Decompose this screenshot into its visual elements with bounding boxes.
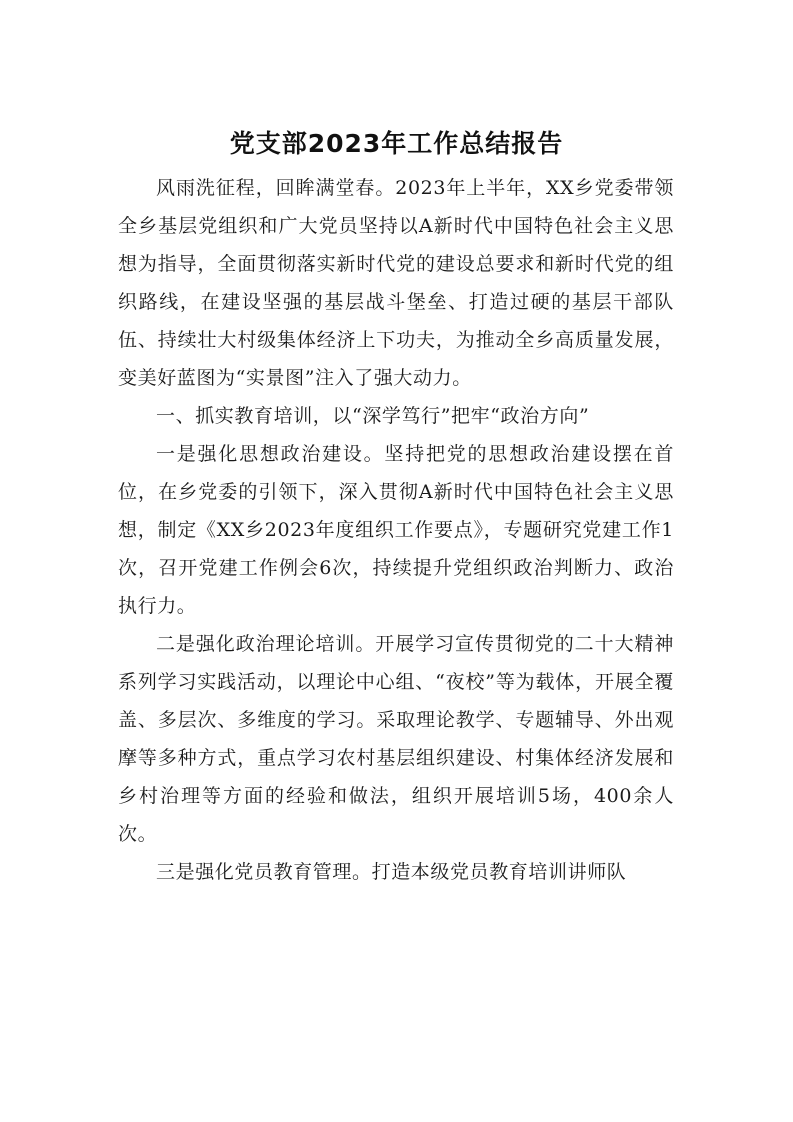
paragraph-point-1: 一是强化思想政治建设。坚持把党的思想政治建设摆在首位，在乡党委的引领下，深入贯彻A新时代中国特色社会主义思想，制定《XX乡2023年度组织工作要点》，专题研究党建工作1次，召开党建工作例会6次，持续提升党组织政治判断力、政治执行力。 (118, 443, 674, 617)
document-body (118, 169, 674, 891)
document-title: 党支部2023年工作总结报告 (229, 129, 564, 158)
paragraph-point-3: 三是强化党员教育管理。打造本级党员教育培训讲师队 (156, 861, 627, 883)
paragraph-intro: 风雨洗征程，回眸满堂春。2023年上半年，XX乡党委带领全乡基层党组织和广大党员坚持以A新时代中国特色社会主义思想为指导，全面贯彻落实新时代党的建设总要求和新时代党的组织路线，在建设坚强的基层战斗堡垒、打造过硬的基层干部队伍、持续壮大村级集体经济上下功夫，为推动全乡高质量发展，变美好蓝图为“实景图”注入了强大动力。 (118, 177, 674, 389)
section-heading-1: 一、抓实教育培训，以“深学笃行”把牢“政治方向” (156, 405, 590, 427)
paragraph-point-2: 二是强化政治理论培训。开展学习宣传贯彻党的二十大精神系列学习实践活动，以理论中心组、“夜校”等为载体，开展全覆盖、多层次、多维度的学习。采取理论教学、专题辅导、外出观摩等多种方式，重点学习农村基层组织建设、村集体经济发展和乡村治理等方面的经验和做法，组织开展培训5场，400余人次。 (118, 633, 674, 845)
